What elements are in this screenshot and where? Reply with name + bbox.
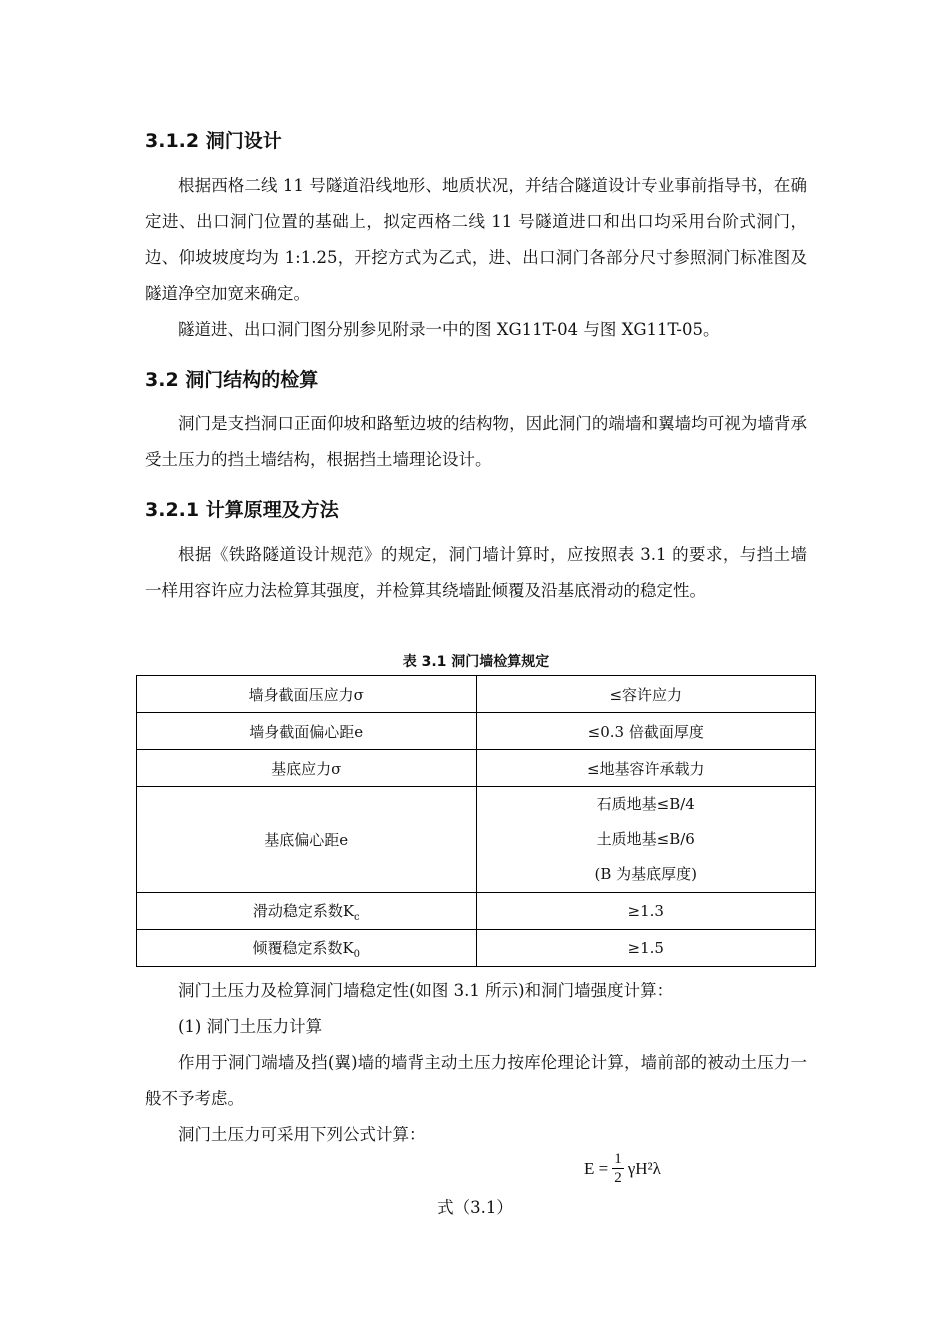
subscript: 0 [353,948,361,960]
table-row [137,787,816,893]
fraction-denominator: 2 [614,1170,622,1186]
requirement-soil: 土质地基≤B/6 [596,830,695,848]
paragraph-earth-pressure-intro: 洞门土压力及检算洞门墙稳定性(如图 3.1 所示)和洞门墙强度计算： [178,981,674,1000]
equation-earth-pressure [584,1150,661,1187]
table-cell-item: 基底应力σ [137,750,477,787]
fraction-numerator: 1 [614,1151,622,1167]
table-cell-item [137,930,477,967]
table-row [137,750,816,787]
table-caption: 表 3.1 洞门墙检算规定 [402,654,550,670]
paragraph-step-1: (1) 洞门土压力计算 [178,1017,323,1036]
equation-rhs: γH²λ [627,1158,661,1178]
requirement-note: (B 为基底厚度) [594,865,697,883]
subscript: c [354,911,360,923]
paragraph-coulomb: 作用于洞门端墙及挡(翼)墙的墙背主动土压力按库伦理论计算，墙前部的被动土压力一般不予考虑。 [145,1053,807,1108]
table-cell-item: 墙身截面偏心距e [137,713,477,750]
table-cell-requirement: ≥1.5 [476,930,816,967]
equation-label: 式（3.1） [437,1198,513,1217]
section-heading-3-2-1: 3.2.1 计算原理及方法 [145,499,339,521]
section-heading-3-1-2: 3.1.2 洞门设计 [145,130,282,152]
table-row [137,713,816,750]
table-cell-requirement: ≤地基容许承载力 [476,750,816,787]
paragraph-portal-design: 根据西格二线 11 号隧道沿线地形、地质状况，并结合隧道设计专业事前指导书，在确定进、出口洞门位置的基础上，拟定西格二线 11 号隧道进口和出口均采用台阶式洞门，边、仰坡坡度均为 1:1.25，开挖方式为乙式，进、出口洞门各部分尺寸参照洞门标准图及隧道净空加宽来确定。 [145,176,807,303]
table-cell-requirement: ≤0.3 倍截面厚度 [476,713,816,750]
equation-lhs: E = [584,1158,609,1178]
table-row [137,893,816,930]
paragraph-calc-method: 根据《铁路隧道设计规范》的规定，洞门墙计算时，应按照表 3.1 的要求，与挡土墙一样用容许应力法检算其强度，并检算其绕墙趾倾覆及沿基底滑动的稳定性。 [145,545,807,600]
requirement-rock: 石质地基≤B/4 [596,795,695,813]
paragraph-portal-structure: 洞门是支挡洞口正面仰坡和路堑边坡的结构物，因此洞门的端墙和翼墙均可视为墙背承受土压力的挡土墙结构，根据挡土墙理论设计。 [145,414,807,469]
table-row [137,930,816,967]
table-cell-requirement: ≤容许应力 [476,676,816,713]
fraction [612,1150,624,1187]
paragraph-portal-drawings: 隧道进、出口洞门图分别参见附录一中的图 XG11T-04 与图 XG11T-05。 [178,320,720,339]
item-label: 倾覆稳定系数K [252,938,354,957]
table-cell-requirement: ≥1.3 [476,893,816,930]
portal-wall-check-table [136,675,816,967]
table-cell-item [137,893,477,930]
paragraph-formula-intro: 洞门土压力可采用下列公式计算： [178,1125,426,1144]
table-cell-item: 墙身截面压应力σ [137,676,477,713]
table-cell-item: 基底偏心距e [137,787,477,893]
item-label: 滑动稳定系数K [252,901,355,920]
section-heading-3-2: 3.2 洞门结构的检算 [145,369,319,391]
table-row [137,676,816,713]
table-cell-requirement [476,787,816,893]
